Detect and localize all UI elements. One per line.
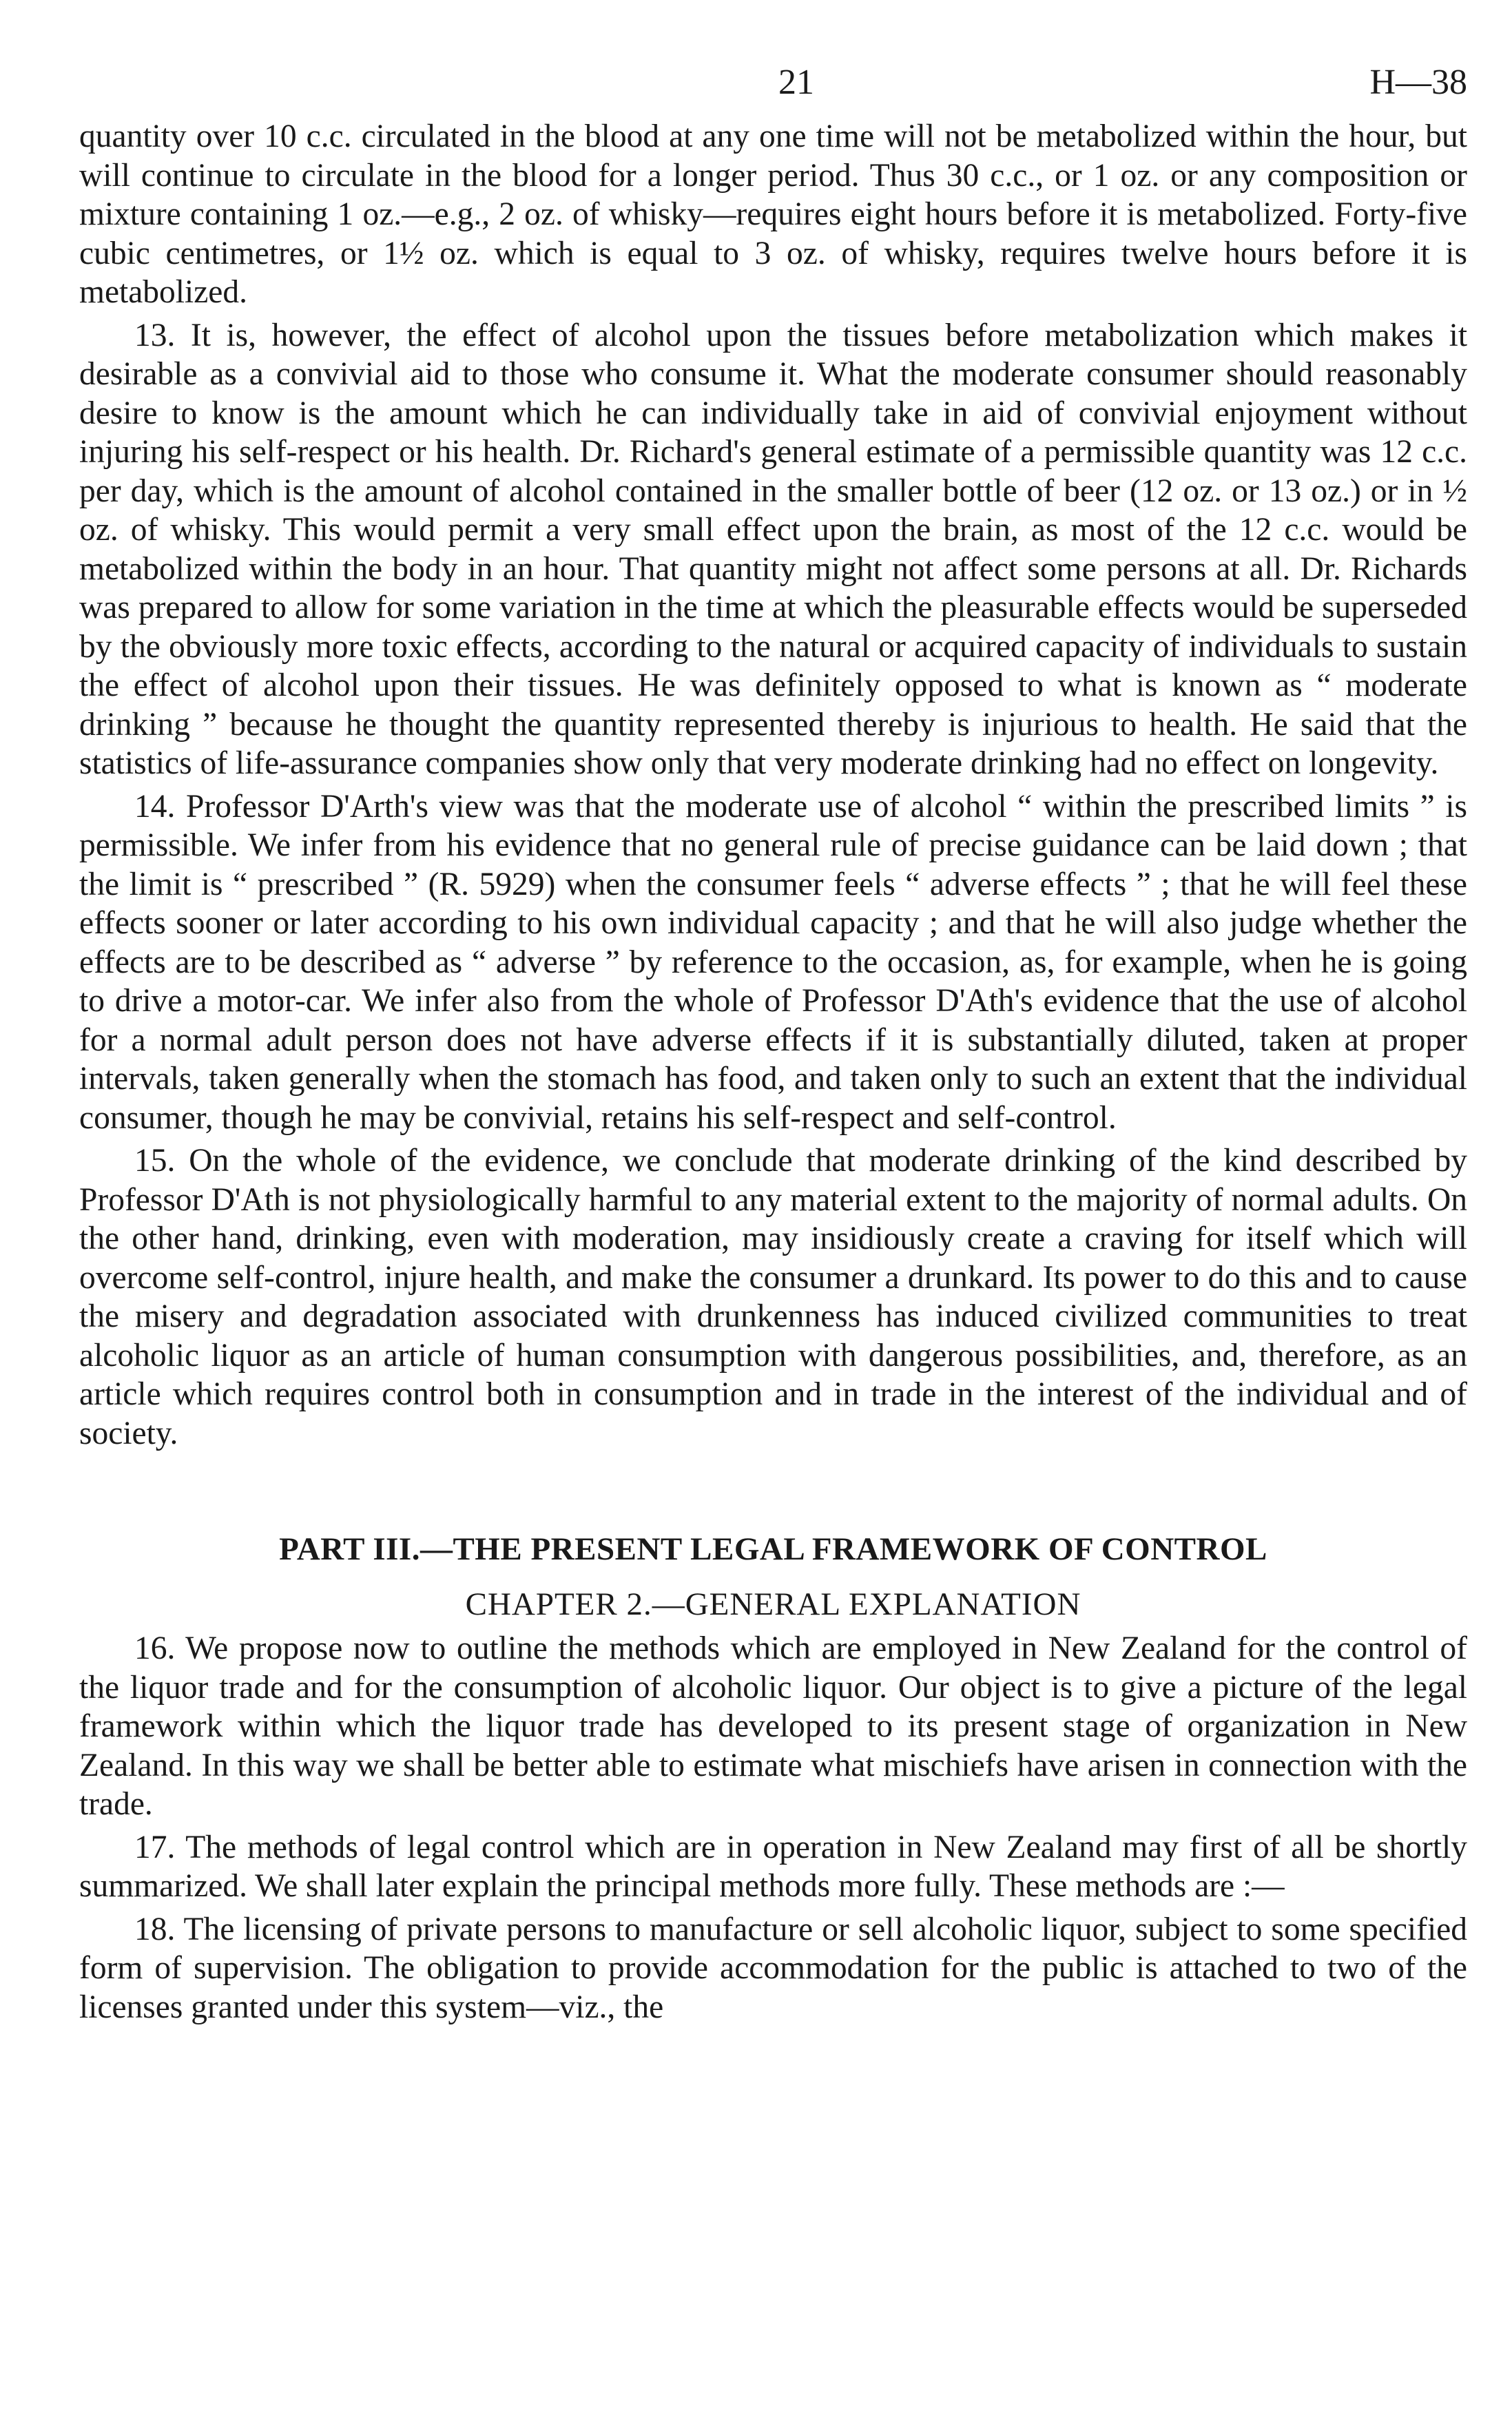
paragraph-text: It is, however, the effect of alcohol upon the tissues before metabolization which makes it desirable as a convivial aid to those who consume it. What the moderate consumer should reasonably desire to know is the amount which he can individually take in aid of convivial enjoyment without injuring his self-respect or his health. Dr. Richard's general estimate of a permissible quantity was 12 c.c. per day, which is the amount of alcohol contained in the smaller bottle of beer (12 oz. or 13 oz.) or in ½ oz. of whisky. This would permit a very small effect upon the brain, as most of the 12 c.c. would be metabolized within the body in an hour. That quantity might not affect some persons at all. Dr. Richards was prepared to allow for some variation in the time at which the pleasurable effects would be superseded by the obviously more toxic effects, according to the natural or acquired capacity of individuals to sustain the effect of alcohol upon their tissues. He was definitely opposed to what is known as “ moderate drinking ” because he thought the quantity represented thereby is injurious to health. He said that the statistics of life-assurance companies show only that very moderate drinking had no effect on longevity. <box>79 317 1468 781</box>
paragraph-number: 13. <box>134 317 176 353</box>
paragraph-number: 17. <box>134 1829 176 1865</box>
paragraph-14 <box>79 787 1467 1138</box>
paragraph-number: 16. <box>134 1630 176 1666</box>
paragraph-text: quantity over 10 c.c. circulated in the blood at any one time will not be metabolized within the hour, but will continue to circulate in the blood for a longer period. Thus 30 c.c., or 1 oz. or any composition or mixture containing 1 oz.—e.g., 2 oz. of whisky—requires eight hours before it is metabolized. Forty-five cubic centimetres, or 1½ oz. which is equal to 3 oz. of whisky, requires twelve hours before it is metabolized. <box>79 118 1467 310</box>
paragraph-text: On the whole of the evidence, we conclude that moderate drinking of the kind described by Professor D'Ath is not physiologically harmful to any material extent to the majority of normal adults. On the other hand, drinking, even with moderation, may insidiously create a craving for itself which will overcome self-control, injure health, and make the consumer a drunkard. Its power to do this and to cause the misery and degradation associated with drunkenness has induced civilized communities to treat alcoholic liquor as an article of human consumption with dangerous possibilities, and, therefore, as an article which requires control both in consumption and in trade in the interest of the individual and of society. <box>79 1143 1467 1451</box>
paragraph-13 <box>79 316 1467 783</box>
paragraph-continuation <box>79 117 1467 312</box>
chapter-heading: CHAPTER 2.—GENERAL EXPLANATION <box>465 1586 1081 1622</box>
paragraph-16 <box>79 1629 1467 1824</box>
page-header <box>79 41 1467 117</box>
document-reference: H—38 <box>1369 63 1467 102</box>
document-page <box>79 41 1467 2027</box>
part-heading: PART III.—THE PRESENT LEGAL FRAMEWORK OF CONTROL <box>279 1531 1267 1567</box>
paragraph-text: The methods of legal control which are in operation in New Zealand may first of all be shortly summarized. We shall later explain the principal methods more fully. These methods are :— <box>79 1829 1467 1904</box>
paragraph-18 <box>79 1910 1467 2027</box>
paragraph-number: 14. <box>134 788 176 825</box>
paragraph-15 <box>79 1141 1467 1453</box>
paragraph-number: 15. <box>134 1143 176 1179</box>
paragraph-text: Professor D'Arth's view was that the moderate use of alcohol “ within the prescribed limits ” is permissible. We infer from his evidence that no general rule of precise guidance can be laid down ; that the limit is “ prescribed ” (R. 5929) when the consumer feels “ adverse effects ” ; that he will feel these effects sooner or later according to his own individual capacity ; and that he will also judge whether the effects are to be described as “ adverse ” by reference to the occasion, as, for example, when he is going to drive a motor-car. We infer also from the whole of Professor D'Ath's evidence that the use of alcohol for a normal adult person does not have adverse effects if it is substantially diluted, taken at proper intervals, taken generally when the stomach has food, and taken only to such an extent that the individual consumer, though he may be convivial, retains his self-respect and self-control. <box>79 788 1467 1136</box>
paragraph-text: We propose now to outline the methods which are employed in New Zealand for the control of the liquor trade and for the consumption of alcoholic liquor. Our object is to give a picture of the legal framework within which the liquor trade has developed to its present stage of organization in New Zealand. In this way we shall be better able to estimate what mischiefs have arisen in connection with the trade. <box>79 1630 1467 1822</box>
page-number: 21 <box>778 63 814 102</box>
paragraph-text: The licensing of private persons to manufacture or sell alcoholic liquor, subject to some specified form of supervision. The obligation to provide accommodation for the public is attached to two of the licenses granted under this system—viz., the <box>79 1911 1467 2025</box>
paragraph-17 <box>79 1828 1467 1906</box>
paragraph-number: 18. <box>134 1911 176 1947</box>
